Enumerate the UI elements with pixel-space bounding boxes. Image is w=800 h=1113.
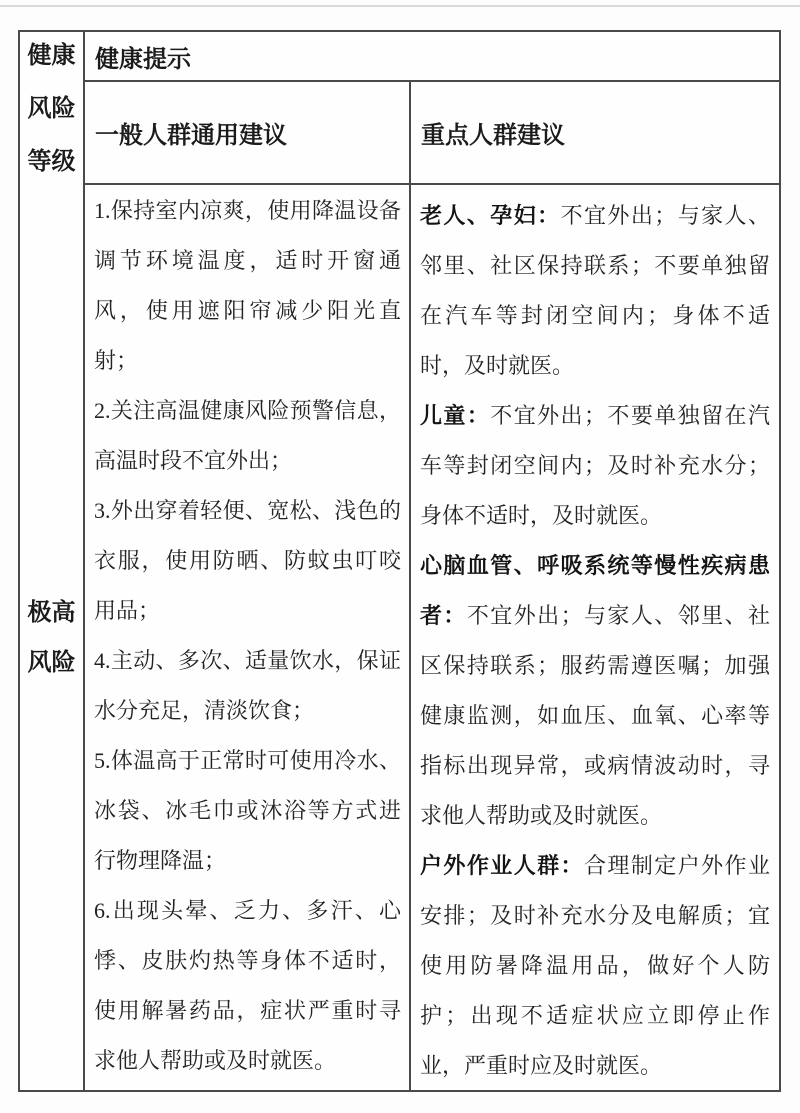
general-advice-item: 4.主动、多次、适量饮水，保证水分充足，清淡饮食；: [94, 648, 401, 723]
risk-level-cell: [20, 185, 85, 1090]
risk-level-line: 极高: [27, 598, 76, 626]
risk-level-column-header: [20, 32, 85, 185]
key-group-paragraph: [420, 391, 770, 541]
key-group-paragraph: [420, 841, 770, 1090]
page-top-divider: [0, 5, 800, 7]
general-population-header-label: 一般人群通用建议: [95, 122, 287, 149]
health-tips-header-label: 健康提示: [95, 45, 191, 73]
risk-header-line: 等级: [27, 148, 76, 175]
general-advice-item: 3.外出穿着轻便、宽松、浅色的衣服，使用防晒、防蚊虫叮咬用品；: [94, 498, 401, 623]
key-group-body: 不宜外出；与家人、邻里、社区保持联系；服药需遵医嘱；加强健康监测，如血压、血氧、心率等指标出现异常，或病情波动时，寻求他人帮助或及时就医。: [420, 603, 770, 828]
health-risk-table: [18, 30, 781, 1092]
key-groups-advice-cell: [411, 185, 779, 1090]
risk-header-line: 健康: [27, 42, 76, 69]
key-group-lead: 心脑血管、呼吸系统等慢性疾病患者：: [420, 553, 770, 628]
key-group-lead: 老人、孕妇：: [420, 203, 561, 228]
general-advice-cell: [85, 185, 411, 1090]
general-advice-item: 6.出现头晕、乏力、多汗、心悸、皮肤灼热等身体不适时，使用解暑药品，症状严重时寻求他人帮助或及时就医。: [94, 898, 401, 1073]
risk-level-line: 风险: [27, 648, 76, 676]
key-group-paragraph: [420, 191, 770, 391]
general-advice-item: 5.体温高于正常时可使用冷水、冰袋、冰毛巾或沐浴等方式进行物理降温；: [94, 748, 401, 873]
risk-header-line: 风险: [27, 95, 76, 122]
key-group-lead: 儿童：: [420, 403, 491, 428]
health-tips-header: [85, 32, 779, 82]
general-advice-item: 2.关注高温健康风险预警信息，高温时段不宜外出；: [94, 398, 401, 473]
key-group-lead: 户外作业人群：: [420, 853, 584, 878]
general-population-header: [85, 82, 411, 185]
key-population-header: [411, 82, 779, 185]
key-group-body: 合理制定户外作业安排；及时补充水分及电解质；宜使用防暑降温用品，做好个人防护；出现不适症状应立即停止作业，严重时应及时就医。: [420, 853, 770, 1078]
general-advice-item: 1.保持室内凉爽，使用降温设备调节环境温度，适时开窗通风，使用遮阳帘减少阳光直射；: [94, 198, 401, 373]
key-group-body: 不宜外出；与家人、邻里、社区保持联系；不要单独留在汽车等封闭空间内；身体不适时，及时就医。: [420, 203, 770, 378]
key-group-paragraph: [420, 541, 770, 841]
key-group-body: 不宜外出；不要单独留在汽车等封闭空间内；及时补充水分；身体不适时，及时就医。: [420, 403, 770, 528]
key-population-header-label: 重点人群建议: [421, 122, 565, 149]
